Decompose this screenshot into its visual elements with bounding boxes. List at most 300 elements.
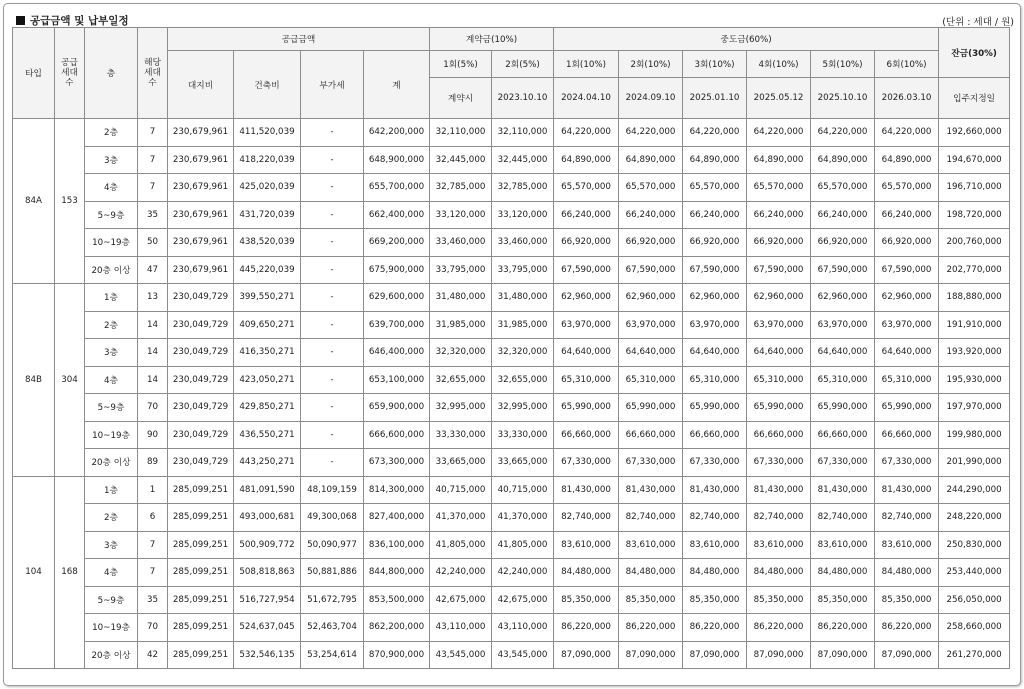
cell-building: 443,250,271 [234,449,301,477]
cell-middle-2: 66,240,000 [619,201,683,229]
cell-type: 84B [13,284,55,477]
cell-households: 304 [55,284,85,477]
cell-building: 532,546,135 [234,641,301,669]
cell-vat: - [301,229,364,257]
cell-land: 230,679,961 [168,201,234,229]
cell-middle-5: 86,220,000 [811,614,875,642]
cell-land: 230,049,729 [168,449,234,477]
cell-middle-1: 67,590,000 [554,256,619,284]
cell-deposit-2: 33,330,000 [492,421,554,449]
cell-floor: 1층 [85,476,138,504]
cell-units: 14 [138,339,168,367]
table-row [13,174,1010,202]
cell-land: 285,099,251 [168,559,234,587]
cell-vat: - [301,449,364,477]
cell-units: 47 [138,256,168,284]
cell-vat: - [301,284,364,312]
header-middle-payment: 중도금(60%) [554,28,939,51]
cell-total: 646,400,000 [364,339,430,367]
cell-units: 50 [138,229,168,257]
cell-middle-6: 65,310,000 [875,366,939,394]
cell-middle-5: 66,660,000 [811,421,875,449]
header-deposit-2-date: 2023.10.10 [492,78,554,119]
cell-middle-5: 81,430,000 [811,476,875,504]
unit-note: (단위 : 세대 / 원) [942,17,1014,28]
cell-deposit-2: 33,460,000 [492,229,554,257]
header-deposit-2: 2회(5%) [492,51,554,78]
cell-deposit-2: 42,240,000 [492,559,554,587]
cell-balance: 192,660,000 [939,119,1010,147]
cell-middle-2: 82,740,000 [619,504,683,532]
cell-middle-3: 63,970,000 [683,311,747,339]
cell-deposit-2: 32,110,000 [492,119,554,147]
cell-land: 285,099,251 [168,504,234,532]
cell-middle-1: 66,920,000 [554,229,619,257]
cell-middle-5: 64,220,000 [811,119,875,147]
cell-middle-2: 87,090,000 [619,641,683,669]
cell-middle-2: 67,590,000 [619,256,683,284]
cell-middle-3: 67,590,000 [683,256,747,284]
cell-land: 230,679,961 [168,229,234,257]
cell-total: 836,100,000 [364,531,430,559]
cell-units: 70 [138,394,168,422]
header-type: 타입 [13,28,55,119]
cell-building: 508,818,863 [234,559,301,587]
cell-building: 411,520,039 [234,119,301,147]
cell-deposit-1: 32,995,000 [430,394,492,422]
cell-total: 642,200,000 [364,119,430,147]
header-middle-3-date: 2025.01.10 [683,78,747,119]
cell-balance: 200,760,000 [939,229,1010,257]
cell-middle-5: 84,480,000 [811,559,875,587]
cell-building: 516,727,954 [234,586,301,614]
cell-middle-3: 65,570,000 [683,174,747,202]
cell-middle-2: 64,640,000 [619,339,683,367]
cell-middle-5: 67,330,000 [811,449,875,477]
cell-building: 423,050,271 [234,366,301,394]
cell-deposit-1: 32,110,000 [430,119,492,147]
cell-middle-2: 81,430,000 [619,476,683,504]
cell-floor: 3층 [85,339,138,367]
cell-middle-1: 64,890,000 [554,146,619,174]
table-row [13,229,1010,257]
cell-units: 35 [138,586,168,614]
cell-deposit-1: 33,460,000 [430,229,492,257]
cell-middle-1: 65,990,000 [554,394,619,422]
header-building: 건축비 [234,51,301,119]
cell-middle-3: 67,330,000 [683,449,747,477]
cell-balance: 250,830,000 [939,531,1010,559]
cell-total: 870,900,000 [364,641,430,669]
table-row [13,421,1010,449]
cell-middle-6: 66,660,000 [875,421,939,449]
header-middle-2-date: 2024.09.10 [619,78,683,119]
cell-floor: 5~9층 [85,201,138,229]
cell-middle-4: 87,090,000 [747,641,811,669]
cell-deposit-2: 42,675,000 [492,586,554,614]
cell-deposit-1: 43,110,000 [430,614,492,642]
cell-balance: 253,440,000 [939,559,1010,587]
cell-middle-5: 62,960,000 [811,284,875,312]
cell-floor: 4층 [85,174,138,202]
cell-balance: 197,970,000 [939,394,1010,422]
cell-vat: - [301,201,364,229]
cell-middle-3: 82,740,000 [683,504,747,532]
cell-middle-1: 87,090,000 [554,641,619,669]
cell-deposit-2: 32,320,000 [492,339,554,367]
header-middle-1: 1회(10%) [554,51,619,78]
table-body [13,119,1010,669]
cell-middle-4: 85,350,000 [747,586,811,614]
cell-deposit-1: 42,240,000 [430,559,492,587]
cell-middle-4: 83,610,000 [747,531,811,559]
cell-middle-6: 64,890,000 [875,146,939,174]
table-row [13,339,1010,367]
cell-deposit-1: 42,675,000 [430,586,492,614]
cell-units: 89 [138,449,168,477]
cell-middle-4: 84,480,000 [747,559,811,587]
cell-middle-1: 86,220,000 [554,614,619,642]
cell-total: 675,900,000 [364,256,430,284]
cell-middle-1: 66,660,000 [554,421,619,449]
cell-middle-4: 66,660,000 [747,421,811,449]
cell-middle-3: 66,240,000 [683,201,747,229]
table-row [13,614,1010,642]
cell-units: 6 [138,504,168,532]
cell-balance: 201,990,000 [939,449,1010,477]
cell-deposit-1: 32,655,000 [430,366,492,394]
cell-middle-5: 66,240,000 [811,201,875,229]
cell-floor: 2층 [85,504,138,532]
cell-total: 639,700,000 [364,311,430,339]
cell-land: 230,049,729 [168,421,234,449]
cell-deposit-1: 31,985,000 [430,311,492,339]
cell-units: 14 [138,366,168,394]
header-deposit-1-date: 계약시 [430,78,492,119]
cell-deposit-1: 32,445,000 [430,146,492,174]
cell-deposit-2: 33,120,000 [492,201,554,229]
header-land: 대지비 [168,51,234,119]
cell-units: 13 [138,284,168,312]
cell-middle-6: 66,240,000 [875,201,939,229]
cell-middle-4: 64,640,000 [747,339,811,367]
cell-middle-1: 64,640,000 [554,339,619,367]
cell-middle-2: 65,310,000 [619,366,683,394]
table-row [13,586,1010,614]
cell-units: 7 [138,559,168,587]
cell-land: 230,049,729 [168,394,234,422]
cell-total: 629,600,000 [364,284,430,312]
cell-vat: 50,881,886 [301,559,364,587]
cell-balance: 202,770,000 [939,256,1010,284]
header-floor: 층 [85,28,138,119]
cell-deposit-1: 33,330,000 [430,421,492,449]
cell-middle-5: 65,310,000 [811,366,875,394]
cell-middle-5: 65,990,000 [811,394,875,422]
cell-balance: 261,270,000 [939,641,1010,669]
cell-balance: 248,220,000 [939,504,1010,532]
cell-middle-6: 83,610,000 [875,531,939,559]
header-supply-amount: 공급금액 [168,28,430,51]
cell-land: 230,679,961 [168,256,234,284]
cell-middle-3: 62,960,000 [683,284,747,312]
cell-middle-4: 67,590,000 [747,256,811,284]
cell-middle-4: 66,920,000 [747,229,811,257]
table-row [13,311,1010,339]
cell-middle-5: 85,350,000 [811,586,875,614]
cell-land: 285,099,251 [168,531,234,559]
cell-floor: 2층 [85,311,138,339]
cell-middle-4: 64,220,000 [747,119,811,147]
table-row [13,146,1010,174]
cell-middle-2: 64,220,000 [619,119,683,147]
cell-building: 493,000,681 [234,504,301,532]
cell-vat: 53,254,614 [301,641,364,669]
cell-deposit-2: 43,545,000 [492,641,554,669]
cell-units: 70 [138,614,168,642]
cell-building: 399,550,271 [234,284,301,312]
cell-building: 431,720,039 [234,201,301,229]
cell-floor: 20층 이상 [85,449,138,477]
cell-land: 230,049,729 [168,339,234,367]
cell-building: 418,220,039 [234,146,301,174]
cell-middle-1: 84,480,000 [554,559,619,587]
table-row [13,256,1010,284]
header-balance: 잔금(30%) [939,28,1010,78]
cell-vat: 49,300,068 [301,504,364,532]
cell-floor: 20층 이상 [85,641,138,669]
cell-middle-4: 86,220,000 [747,614,811,642]
cell-total: 659,900,000 [364,394,430,422]
cell-middle-6: 65,990,000 [875,394,939,422]
cell-vat: - [301,311,364,339]
cell-total: 673,300,000 [364,449,430,477]
cell-middle-6: 65,570,000 [875,174,939,202]
cell-deposit-2: 32,655,000 [492,366,554,394]
cell-middle-6: 66,920,000 [875,229,939,257]
cell-land: 285,099,251 [168,614,234,642]
cell-balance: 258,660,000 [939,614,1010,642]
cell-middle-6: 67,330,000 [875,449,939,477]
header-balance-date: 입주지정일 [939,78,1010,119]
cell-middle-5: 64,640,000 [811,339,875,367]
cell-floor: 4층 [85,366,138,394]
header-middle-4-date: 2025.05.12 [747,78,811,119]
cell-middle-5: 63,970,000 [811,311,875,339]
cell-middle-4: 62,960,000 [747,284,811,312]
cell-middle-4: 65,570,000 [747,174,811,202]
table-row [13,119,1010,147]
cell-middle-3: 66,660,000 [683,421,747,449]
cell-deposit-1: 40,715,000 [430,476,492,504]
cell-land: 285,099,251 [168,641,234,669]
cell-deposit-2: 33,795,000 [492,256,554,284]
cell-middle-1: 81,430,000 [554,476,619,504]
cell-middle-1: 65,310,000 [554,366,619,394]
table-row [13,449,1010,477]
cell-building: 425,020,039 [234,174,301,202]
cell-vat: 50,090,977 [301,531,364,559]
cell-floor: 3층 [85,146,138,174]
cell-balance: 198,720,000 [939,201,1010,229]
cell-total: 827,400,000 [364,504,430,532]
cell-land: 230,049,729 [168,311,234,339]
cell-units: 14 [138,311,168,339]
cell-building: 481,091,590 [234,476,301,504]
cell-deposit-2: 41,370,000 [492,504,554,532]
cell-building: 445,220,039 [234,256,301,284]
table-row [13,531,1010,559]
cell-building: 438,520,039 [234,229,301,257]
header-total: 계 [364,51,430,119]
cell-deposit-2: 41,805,000 [492,531,554,559]
cell-vat: - [301,421,364,449]
cell-middle-1: 82,740,000 [554,504,619,532]
table-row [13,504,1010,532]
cell-middle-5: 67,590,000 [811,256,875,284]
cell-deposit-1: 32,785,000 [430,174,492,202]
header-units: 해당 세대 수 [138,28,168,119]
cell-floor: 10~19층 [85,614,138,642]
table-row [13,201,1010,229]
cell-units: 7 [138,119,168,147]
table-row [13,641,1010,669]
header-middle-5-date: 2025.10.10 [811,78,875,119]
cell-floor: 10~19층 [85,229,138,257]
cell-middle-1: 67,330,000 [554,449,619,477]
cell-middle-3: 65,990,000 [683,394,747,422]
cell-middle-6: 64,640,000 [875,339,939,367]
cell-middle-2: 86,220,000 [619,614,683,642]
cell-middle-2: 83,610,000 [619,531,683,559]
cell-units: 1 [138,476,168,504]
header-deposit: 계약금(10%) [430,28,554,51]
cell-balance: 195,930,000 [939,366,1010,394]
cell-middle-3: 64,220,000 [683,119,747,147]
header-middle-6: 6회(10%) [875,51,939,78]
cell-floor: 10~19층 [85,421,138,449]
cell-units: 35 [138,201,168,229]
cell-middle-3: 84,480,000 [683,559,747,587]
cell-total: 653,100,000 [364,366,430,394]
header-supply-households: 공급 세대 수 [55,28,85,119]
cell-middle-6: 64,220,000 [875,119,939,147]
table-row [13,476,1010,504]
cell-middle-6: 85,350,000 [875,586,939,614]
cell-deposit-2: 40,715,000 [492,476,554,504]
cell-floor: 3층 [85,531,138,559]
cell-vat: 48,109,159 [301,476,364,504]
cell-middle-4: 66,240,000 [747,201,811,229]
cell-middle-4: 64,890,000 [747,146,811,174]
cell-type: 84A [13,119,55,284]
cell-units: 7 [138,146,168,174]
cell-middle-1: 64,220,000 [554,119,619,147]
cell-building: 416,350,271 [234,339,301,367]
cell-middle-6: 81,430,000 [875,476,939,504]
cell-floor: 1층 [85,284,138,312]
cell-deposit-2: 32,785,000 [492,174,554,202]
cell-total: 844,800,000 [364,559,430,587]
cell-middle-2: 65,570,000 [619,174,683,202]
table-row [13,284,1010,312]
cell-middle-5: 87,090,000 [811,641,875,669]
cell-middle-5: 64,890,000 [811,146,875,174]
cell-total: 662,400,000 [364,201,430,229]
cell-deposit-1: 31,480,000 [430,284,492,312]
cell-deposit-1: 32,320,000 [430,339,492,367]
cell-floor: 2층 [85,119,138,147]
cell-middle-2: 85,350,000 [619,586,683,614]
cell-middle-3: 87,090,000 [683,641,747,669]
cell-middle-4: 82,740,000 [747,504,811,532]
cell-middle-6: 63,970,000 [875,311,939,339]
header-middle-2: 2회(10%) [619,51,683,78]
cell-deposit-1: 41,805,000 [430,531,492,559]
cell-deposit-1: 43,545,000 [430,641,492,669]
cell-middle-2: 66,920,000 [619,229,683,257]
cell-middle-5: 83,610,000 [811,531,875,559]
cell-middle-1: 65,570,000 [554,174,619,202]
header-middle-4: 4회(10%) [747,51,811,78]
cell-land: 230,049,729 [168,366,234,394]
cell-middle-5: 82,740,000 [811,504,875,532]
cell-middle-4: 63,970,000 [747,311,811,339]
cell-deposit-1: 41,370,000 [430,504,492,532]
cell-deposit-1: 33,795,000 [430,256,492,284]
cell-deposit-2: 32,995,000 [492,394,554,422]
cell-total: 853,500,000 [364,586,430,614]
cell-building: 500,909,772 [234,531,301,559]
header-middle-1-date: 2024.04.10 [554,78,619,119]
cell-units: 7 [138,174,168,202]
cell-total: 655,700,000 [364,174,430,202]
cell-middle-4: 65,310,000 [747,366,811,394]
cell-households: 168 [55,476,85,669]
cell-balance: 193,920,000 [939,339,1010,367]
cell-middle-6: 87,090,000 [875,641,939,669]
cell-middle-3: 64,640,000 [683,339,747,367]
cell-middle-1: 83,610,000 [554,531,619,559]
cell-total: 814,300,000 [364,476,430,504]
cell-middle-2: 67,330,000 [619,449,683,477]
cell-land: 285,099,251 [168,476,234,504]
header-middle-5: 5회(10%) [811,51,875,78]
cell-vat: 52,463,704 [301,614,364,642]
cell-deposit-2: 43,110,000 [492,614,554,642]
cell-middle-1: 62,960,000 [554,284,619,312]
cell-middle-6: 67,590,000 [875,256,939,284]
table-row [13,366,1010,394]
header-middle-3: 3회(10%) [683,51,747,78]
cell-middle-3: 65,310,000 [683,366,747,394]
cell-middle-2: 65,990,000 [619,394,683,422]
cell-total: 648,900,000 [364,146,430,174]
cell-middle-2: 84,480,000 [619,559,683,587]
cell-units: 42 [138,641,168,669]
cell-middle-3: 66,920,000 [683,229,747,257]
cell-land: 230,679,961 [168,119,234,147]
cell-type: 104 [13,476,55,669]
cell-deposit-2: 31,985,000 [492,311,554,339]
cell-vat: - [301,256,364,284]
cell-middle-3: 81,430,000 [683,476,747,504]
header-middle-6-date: 2026.03.10 [875,78,939,119]
cell-middle-1: 85,350,000 [554,586,619,614]
cell-land: 230,679,961 [168,174,234,202]
cell-vat: - [301,119,364,147]
section-title [16,13,129,28]
